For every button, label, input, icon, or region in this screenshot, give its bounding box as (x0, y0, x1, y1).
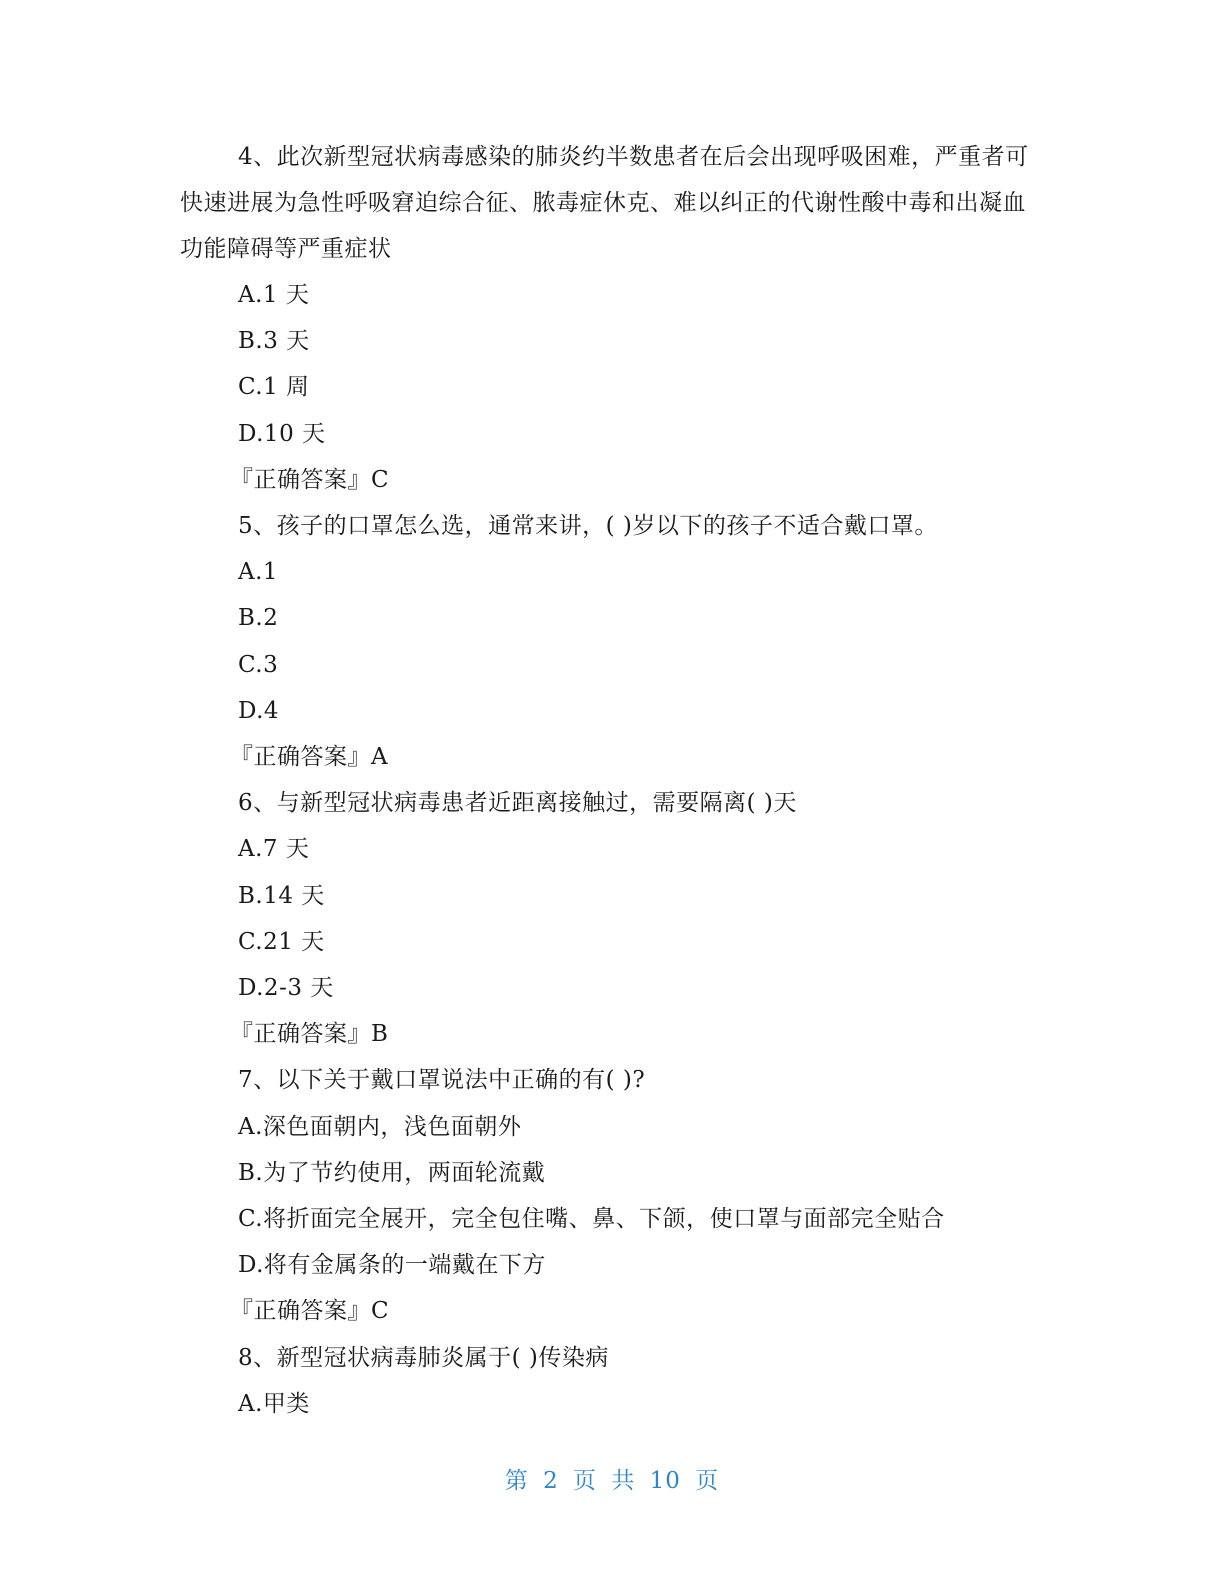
question-8-option-a: A.甲类 (238, 1390, 310, 1417)
question-7-option-d: D.将有金属条的一端戴在下方 (238, 1252, 546, 1279)
question-5-option-a: A.1 (238, 559, 279, 586)
question-5-option-d: D.4 (238, 697, 280, 724)
question-4-option-a: A.1 天 (238, 282, 310, 308)
question-list (180, 134, 1040, 1427)
question-7-stem: 7、以下关于戴口罩说法中正确的有( )? (238, 1067, 646, 1094)
question-5-option-b: B.2 (238, 605, 279, 632)
question-7-option-b: B.为了节约使用，两面轮流戴 (238, 1159, 546, 1186)
question-7-answer: 『正确答案』C (230, 1298, 390, 1325)
question-6-option-b: B.14 天 (238, 882, 325, 909)
question-6-answer: 『正确答案』B (230, 1021, 389, 1048)
question-4-option-d: D.10 天 (238, 420, 326, 447)
page-number-footer: 第 2 页 共 10 页 (504, 1468, 720, 1494)
question-6-option-a: A.7 天 (238, 836, 310, 863)
question-4-answer: 『正确答案』C (230, 466, 390, 493)
question-8-stem: 8、新型冠状病毒肺炎属于( )传染病 (238, 1344, 609, 1371)
question-7-option-a: A.深色面朝内，浅色面朝外 (238, 1113, 522, 1140)
question-6-stem: 6、与新型冠状病毒患者近距离接触过，需要隔离( )天 (238, 790, 797, 817)
question-4-option-c: C.1 周 (238, 374, 310, 401)
question-6-option-d: D.2-3 天 (238, 975, 334, 1002)
question-5-answer: 『正确答案』A (230, 744, 389, 771)
question-5-stem: 5、孩子的口罩怎么选，通常来讲，( )岁以下的孩子不适合戴口罩。 (238, 513, 938, 540)
question-4-stem: 4、此次新型冠状病毒感染的肺炎约半数患者在后会出现呼吸困难，严重者可快速进展为急性呼吸窘迫综合征、脓毒症休克、难以纠正的代谢性酸中毒和出凝血功能障碍等严重症状 (180, 144, 1029, 262)
question-4-option-b: B.3 天 (238, 328, 310, 355)
question-7-option-c: C.将折面完全展开，完全包住嘴、鼻、下颌，使口罩与面部完全贴合 (238, 1206, 945, 1233)
question-5-option-c: C.3 (238, 651, 279, 678)
question-6-option-c: C.21 天 (238, 928, 325, 955)
